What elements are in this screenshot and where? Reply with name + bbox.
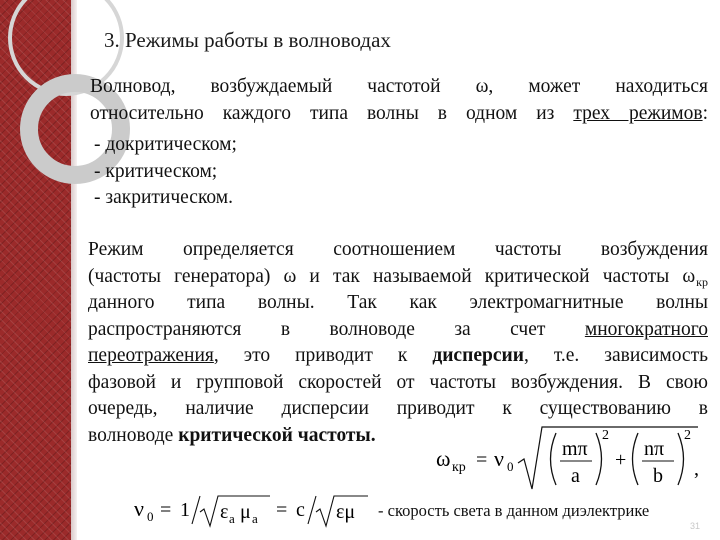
formula2-c: c: [296, 499, 305, 521]
body-line-3: данного типа волны. Так как электромагнитные волны: [88, 292, 708, 313]
intro-line-2: [90, 101, 708, 128]
body-line-2-text: (частоты генератора) ω и так называемой критической частоты ω: [88, 265, 696, 287]
intro-line-1: Волновод, возбуждаемый частотой ω, может находиться: [90, 76, 708, 97]
body-line-8-text: волноводе: [88, 424, 179, 446]
cutoff-frequency-formula: [432, 425, 702, 495]
formula-omega-subscript: кр: [452, 460, 466, 475]
formula-comma: ,: [694, 458, 699, 480]
reflection-link[interactable]: переотражения: [88, 345, 214, 366]
formula-omega: ω: [436, 446, 451, 471]
formula2-nu-subscript: 0: [147, 509, 154, 524]
body-line-5-mid: , это приводит к: [213, 345, 433, 366]
formula-paren-right-1: [596, 433, 602, 485]
formula-denominator-b: b: [653, 465, 663, 487]
dispersion-term: дисперсии: [432, 345, 524, 366]
intro-line-2-colon: :: [702, 102, 708, 124]
formula2-equals-2: =: [276, 499, 288, 521]
body-paragraph: [88, 237, 708, 449]
formula2-nu: ν: [134, 496, 144, 521]
formula-paren-right-2: [678, 433, 684, 485]
body-line-2: [88, 264, 708, 291]
body-line-7: очередь, наличие дисперсии приводит к существованию в: [88, 398, 708, 419]
formula-power-2: 2: [684, 428, 691, 443]
mode-supercritical: - закритическом.: [94, 187, 234, 208]
formula2-mu: μ: [240, 501, 251, 523]
body-line-4: [88, 317, 708, 344]
intro-paragraph: [90, 74, 708, 127]
formula2-epsilon-mu: εμ: [336, 501, 356, 523]
mode-subcritical: - докритическом;: [94, 134, 237, 155]
body-line-5: [88, 343, 708, 370]
omega-cr-subscript: кр: [696, 274, 708, 289]
modes-list: [94, 132, 237, 212]
formula-plus: +: [615, 449, 627, 471]
multiple-link[interactable]: многократного: [584, 318, 708, 340]
formula-nu-subscript: 0: [507, 459, 514, 474]
body-line-4-text: распространяются в волноводе за счет: [88, 318, 585, 340]
body-line-5-post: , т.е. зависимость: [523, 345, 708, 366]
body-line-1: Режим определяется соотношением частоты возбуждения: [88, 239, 708, 260]
formula-denominator-a: a: [571, 465, 580, 487]
formula-paren-left-1: [551, 433, 557, 485]
formula-paren-left-2: [633, 433, 639, 485]
critical-frequency-term: критической частоты.: [178, 424, 376, 446]
formula-power-1: 2: [602, 428, 609, 443]
formula2-mu-subscript: a: [252, 511, 258, 526]
formula2-slash-2: [308, 496, 316, 524]
formula2-epsilon: ε: [220, 501, 229, 523]
mode-critical: - критическом;: [94, 160, 218, 182]
formula2-epsilon-subscript: a: [229, 511, 235, 526]
intro-line-2-text: относительно каждого типа волны в одном из: [90, 102, 574, 124]
modes-link[interactable]: трех режимов: [573, 102, 703, 124]
light-speed-caption: - скорость света в данном диэлектрике: [378, 501, 650, 520]
formula-numerator-n-pi: nπ: [644, 438, 665, 460]
body-line-6: фазовой и групповой скоростей от частоты возбуждения. В свою: [88, 371, 708, 393]
slide-title: 3. Режимы работы в волноводах: [104, 28, 391, 52]
formula-numerator-m-pi: mπ: [562, 438, 588, 460]
light-speed-formula: [132, 490, 370, 530]
slide-number: 31: [690, 521, 701, 531]
formula2-equals-1: =: [160, 499, 172, 521]
formula-nu: ν: [494, 446, 504, 471]
formula2-sqrt-1: [200, 496, 270, 526]
formula2-slash-1: [192, 496, 200, 524]
formula2-one: 1: [180, 499, 190, 521]
formula-equals: =: [476, 449, 488, 471]
